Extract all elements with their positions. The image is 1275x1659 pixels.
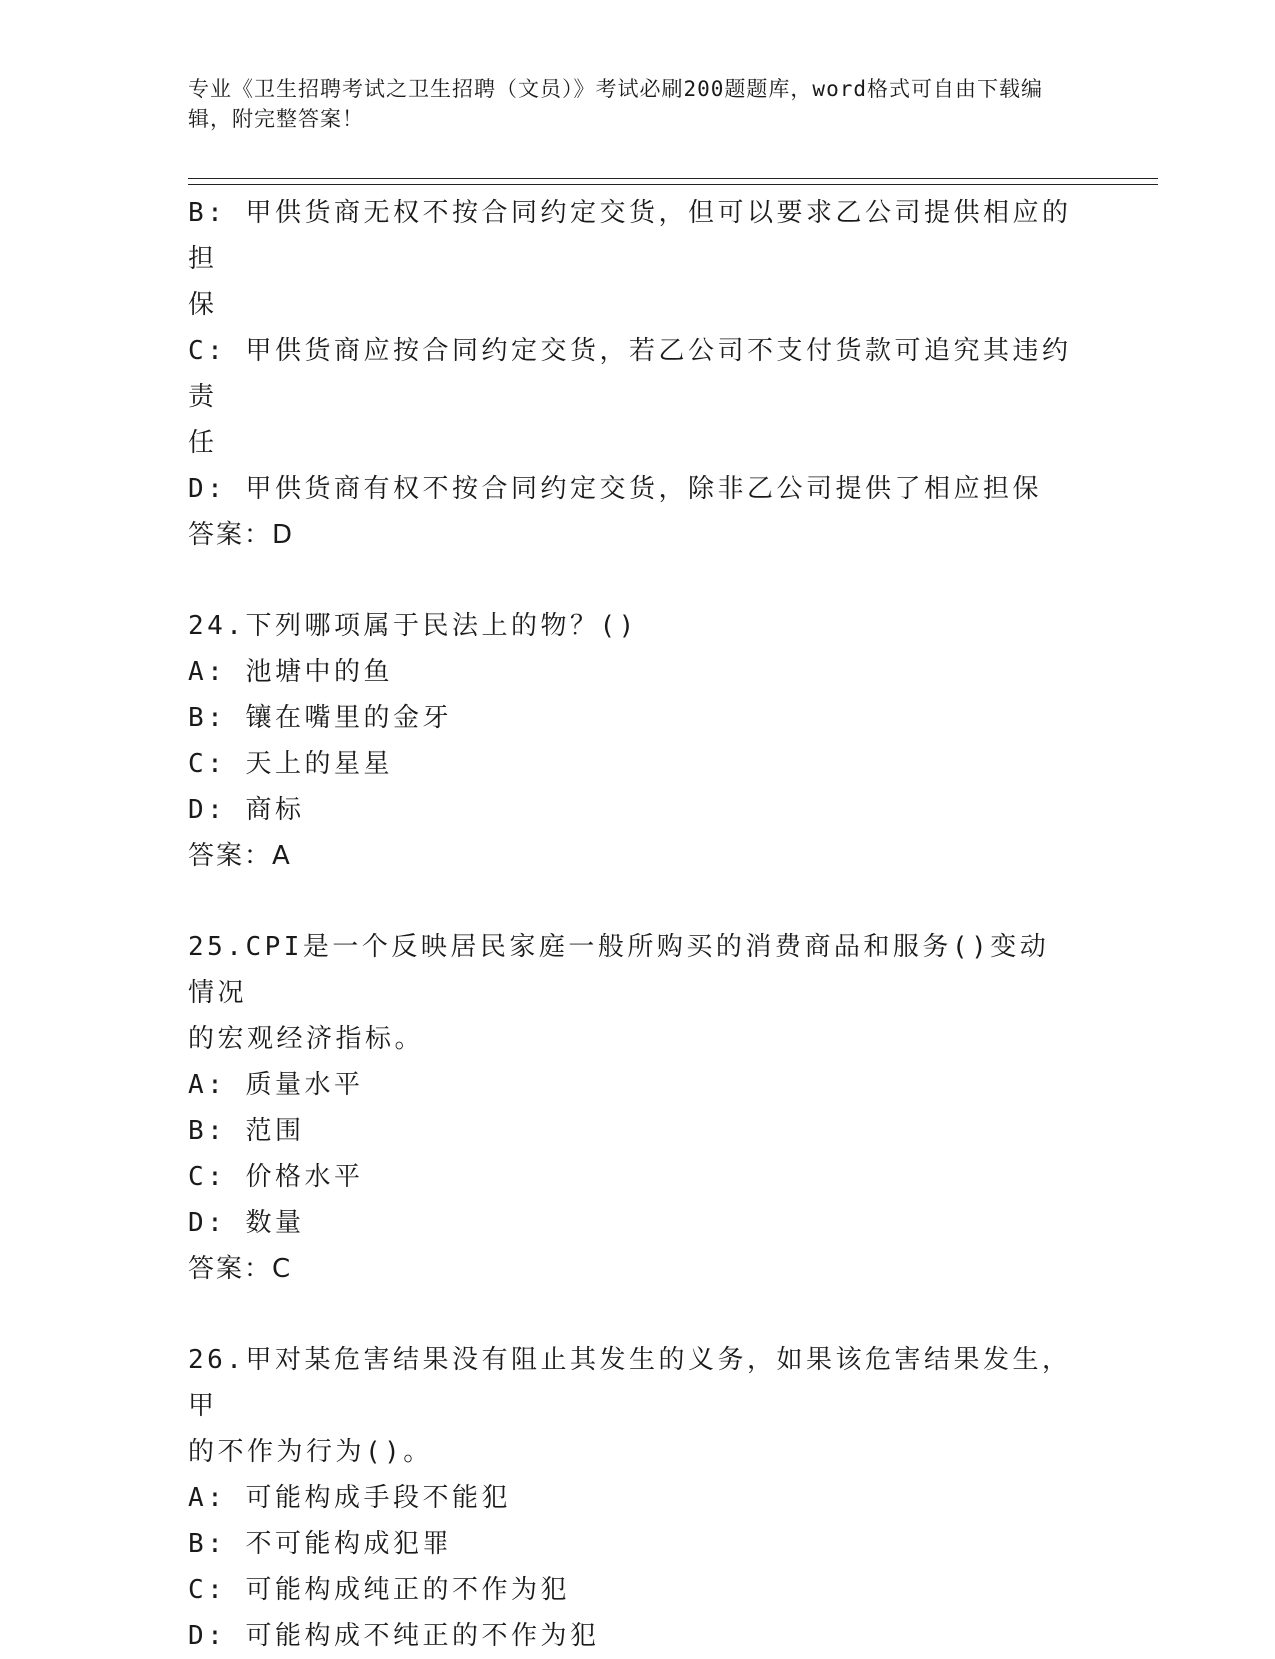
header-divider-top [188,178,1158,179]
option-b: B: 镶在嘴里的金牙 [188,703,452,733]
question-stem: 26.甲对某危害结果没有阻止其发生的义务，如果该危害结果发生，甲 [188,1345,1072,1421]
option-b: B: 范围 [188,1116,305,1146]
question-stem-continued: 的不作为行为()。 [188,1437,433,1467]
answer-label: 答案：A [188,841,292,871]
option-c: C: 天上的星星 [188,749,393,779]
answer-label: 答案：D [188,520,295,550]
option-c: C: 可能构成纯正的不作为犯 [188,1575,570,1605]
header-divider-bottom [188,184,1158,185]
option-a: A: 池塘中的鱼 [188,657,393,687]
option-c: C: 价格水平 [188,1162,364,1192]
question-25 [188,924,1078,1292]
question-stem-continued: 的宏观经济指标。 [188,1024,425,1054]
option-c: C: 甲供货商应按合同约定交货，若乙公司不支付货款可追究其违约责 [188,336,1072,412]
option-a: A: 可能构成手段不能犯 [188,1483,511,1513]
question-23-tail [188,190,1078,558]
answer-label: 答案：C [188,1254,293,1284]
option-b-continued: 保 [188,290,218,320]
option-a: A: 质量水平 [188,1070,364,1100]
option-d: D: 数量 [188,1208,305,1238]
question-list [188,190,1078,1659]
option-d: D: 甲供货商有权不按合同约定交货，除非乙公司提供了相应担保 [188,474,1042,504]
option-c-continued: 任 [188,428,218,458]
question-24 [188,603,1078,879]
option-d: D: 可能构成不纯正的不作为犯 [188,1621,600,1651]
page-header: 专业《卫生招聘考试之卫生招聘（文员）》考试必刷200题题库，word格式可自由下载编辑，附完整答案！ [188,77,1043,131]
option-b: B: 甲供货商无权不按合同约定交货，但可以要求乙公司提供相应的担 [188,198,1072,274]
option-d: D: 商标 [188,795,305,825]
question-stem: 24.下列哪项属于民法上的物？() [188,611,638,641]
question-stem: 25.CPI是一个反映居民家庭一般所购买的消费商品和服务()变动情况 [188,932,1050,1008]
option-b: B: 不可能构成犯罪 [188,1529,452,1559]
question-26 [188,1337,1078,1659]
